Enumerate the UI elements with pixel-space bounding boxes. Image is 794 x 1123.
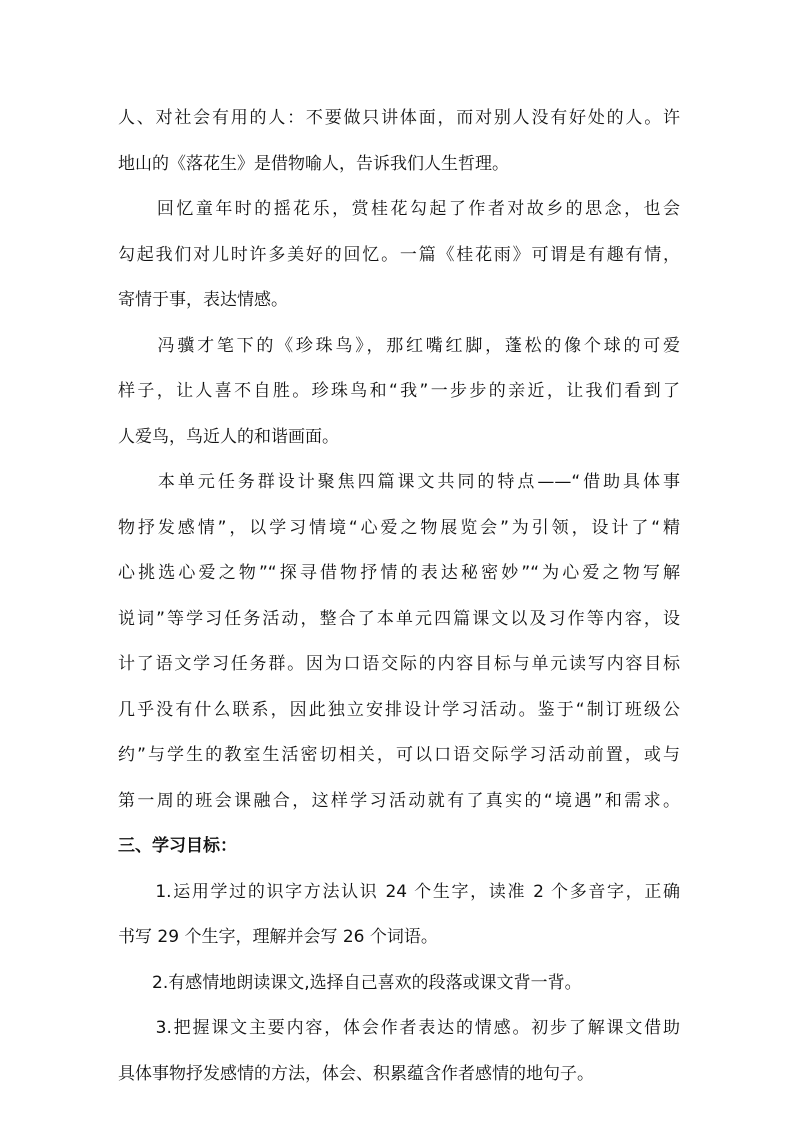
text-line: 冯骥才笔下的《珍珠鸟》，那红嘴红脚，蓬松的像个球的可爱 <box>118 335 680 356</box>
text-line: 书写 29 个生字，理解并会写 26 个词语。 <box>118 927 438 947</box>
text-line: 几乎没有什么联系，因此独立安排设计学习活动。鉴于“制订班级公 <box>118 699 680 720</box>
text-line: 具体事物抒发感情的方法，体会、积累蕴含作者感情的地句子。 <box>118 1063 594 1084</box>
text-line: 1.运用学过的识字方法认识 24 个生字，读准 2 个多音字，正确 <box>118 881 680 902</box>
text-line: 第一周的班会课融合，这样学习活动就有了真实的“境遇”和需求。 <box>118 790 680 811</box>
text-line: 约”与学生的教室生活密切相关，可以口语交际学习活动前置，或与 <box>118 745 680 765</box>
text-line: 样子，让人喜不自胜。珍珠鸟和“我”一步步的亲近，让我们看到了 <box>118 381 680 401</box>
text-line: 3.把握课文主要内容，体会作者表达的情感。初步了解课文借助 <box>118 1018 680 1038</box>
text-line: 说词”等学习任务活动，整合了本单元四篇课文以及习作等内容，设 <box>118 608 680 629</box>
text-line: 2.有感情地朗读课文,选择自己喜欢的段落或课文背一背。 <box>118 972 582 993</box>
text-line: 物抒发感情”，以学习情境“心爱之物展览会”为引领，设计了“精 <box>118 517 680 538</box>
section-heading: 三、学习目标： <box>118 836 237 856</box>
text-line: 人、对社会有用的人：不要做只讲体面，而对别人没有好处的人。许 <box>118 108 680 128</box>
text-line: 人爱鸟，鸟近人的和谐画面。 <box>118 426 339 447</box>
text-line: 回忆童年时的摇花乐，赏桂花勾起了作者对故乡的思念，也会 <box>118 199 680 219</box>
text-line: 勾起我们对儿时许多美好的回忆。一篇《桂花雨》可谓是有趣有情， <box>118 244 680 265</box>
text-line: 计了语文学习任务群。因为口语交际的内容目标与单元读写内容目标 <box>118 654 680 674</box>
document-body <box>118 96 680 1097</box>
text-line: 寄情于事，表达情感。 <box>118 290 288 310</box>
text-line: 心挑选心爱之物”“探寻借物抒情的表达秘密妙”“为心爱之物写解 <box>118 563 680 583</box>
text-line: 本单元任务群设计聚焦四篇课文共同的特点——“借助具体事 <box>118 472 680 492</box>
text-line: 地山的《落花生》是借物喻人，告诉我们人生哲理。 <box>118 153 509 174</box>
